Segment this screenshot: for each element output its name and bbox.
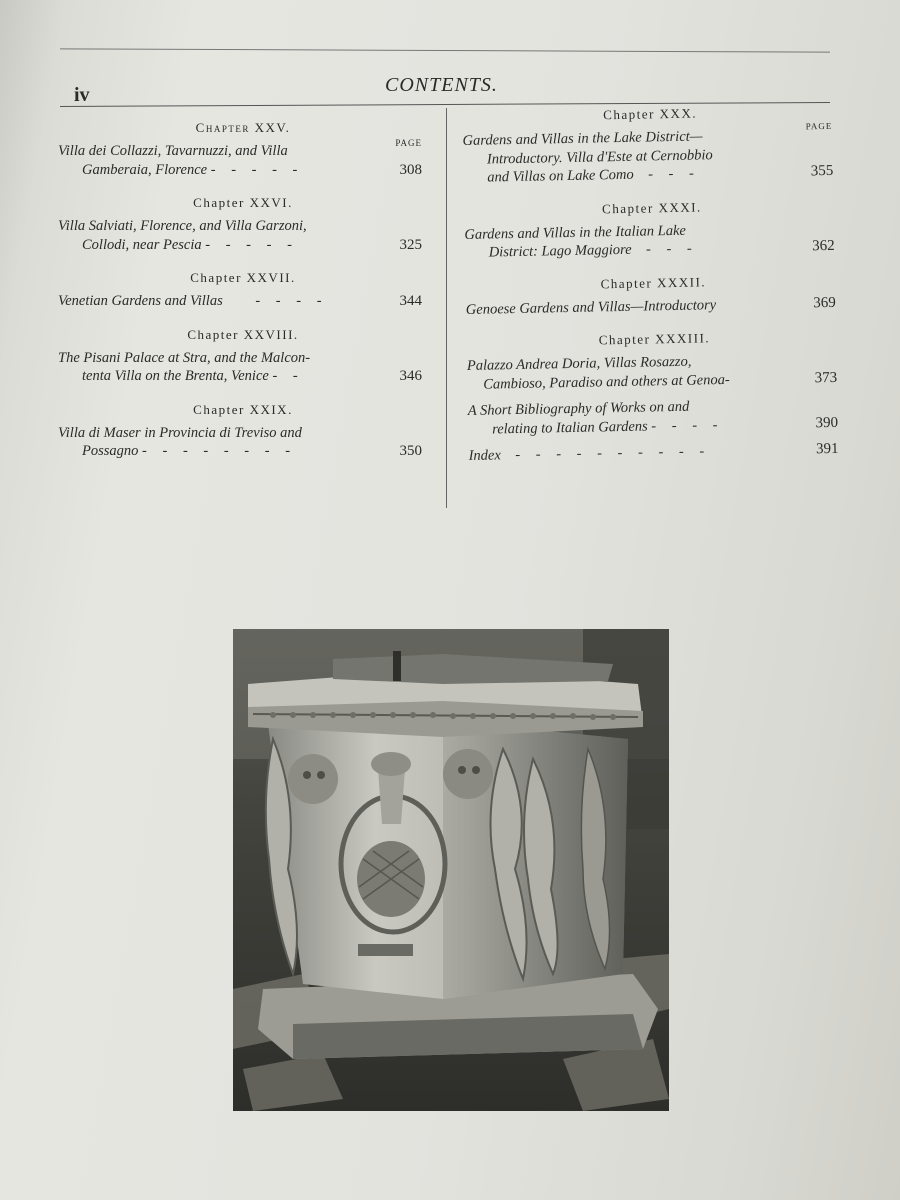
entry-line: Introductory. Villa d'Este at Cernobbio <box>486 146 713 168</box>
top-rule <box>60 48 830 52</box>
chapter-heading: Chapter XXX. <box>603 105 698 123</box>
entry-line: Gamberaia, Florence - - - - - <box>82 161 304 178</box>
contents-left-column <box>58 120 428 477</box>
entry-line: Cambioso, Paradiso and others at Genoa- <box>483 371 730 393</box>
entry-page-number: 344 <box>399 293 422 309</box>
chapter-heading: Chapter XXXIII. <box>598 330 711 348</box>
entry-line: Villa Salviati, Florence, and Villa Garzoni, <box>58 218 307 234</box>
column-divider <box>446 108 447 508</box>
chapter-heading: Chapter XXIX. <box>193 401 293 417</box>
entry-page-number: 362 <box>812 237 835 255</box>
chapter-heading: Chapter XXVII. <box>190 270 296 285</box>
entry-line: The Pisani Palace at Stra, and the Malcon- <box>58 349 311 366</box>
contents-entry <box>466 293 842 319</box>
index-entry <box>468 440 844 466</box>
entry-page-number: 391 <box>815 440 839 458</box>
page-column-heading: PAGE <box>395 138 422 148</box>
contents-entry <box>462 125 839 188</box>
entry-page-number: 346 <box>399 368 422 384</box>
entry-page-number: 325 <box>399 236 422 253</box>
well-head-illustration <box>233 629 669 1111</box>
page-column-heading: PAGE <box>805 120 833 132</box>
contents-entry <box>58 424 428 461</box>
contents-entry <box>58 217 428 254</box>
entry-line: Palazzo Andrea Doria, Villas Rosazzo, <box>466 353 692 374</box>
bibliography-entry <box>468 395 845 439</box>
chapter-heading: Chapter XXV. <box>195 120 291 135</box>
entry-line: Venetian Gardens and Villas - - - - <box>58 293 328 309</box>
entry-line: Index - - - - - - - - - - <box>468 443 711 464</box>
entry-line: District: Lago Maggiore - - - <box>488 240 698 261</box>
entry-line: Possagno - - - - - - - - <box>82 443 297 459</box>
chapter-heading: Chapter XXVI. <box>193 195 293 210</box>
contents-entry <box>58 349 428 386</box>
contents-entry <box>467 350 844 394</box>
contents-entry <box>58 292 428 311</box>
page-title: CONTENTS. <box>385 74 498 96</box>
entry-line: Genoese Gardens and Villas—Introductory <box>465 296 717 318</box>
entry-page-number: 369 <box>813 294 836 311</box>
chapter-heading: Chapter XXVIII. <box>187 326 299 342</box>
entry-line: Collodi, near Pescia - - - - - <box>82 236 298 253</box>
contents-entry <box>58 142 428 179</box>
entry-page-number: 308 <box>399 161 422 178</box>
entry-line: A Short Bibliography of Works on and <box>467 398 690 419</box>
entry-line: tenta Villa on the Brenta, Venice - - <box>82 368 304 384</box>
page-folio: iv <box>74 84 90 106</box>
entry-line: and Villas on Lake Como - - - <box>487 165 701 186</box>
chapter-heading: Chapter XXXII. <box>600 273 707 291</box>
entry-page-number: 390 <box>815 414 839 431</box>
entry-line: Villa dei Collazzi, Tavarnuzzi, and Villa <box>58 143 288 159</box>
entry-line: Gardens and Villas in the Italian Lake <box>464 222 687 243</box>
entry-page-number: 350 <box>399 443 422 459</box>
entry-page-number: 355 <box>810 162 834 180</box>
well-head-photograph <box>233 629 669 1111</box>
entry-line: Villa di Maser in Provincia di Treviso and <box>58 424 302 441</box>
entry-line: Gardens and Villas in the Lake District— <box>462 128 703 149</box>
chapter-heading: Chapter XXXI. <box>601 198 702 216</box>
entry-line: relating to Italian Gardens - - - - <box>491 416 724 437</box>
contents-entry <box>464 218 841 262</box>
contents-right-column <box>462 103 845 482</box>
entry-page-number: 373 <box>814 369 838 386</box>
